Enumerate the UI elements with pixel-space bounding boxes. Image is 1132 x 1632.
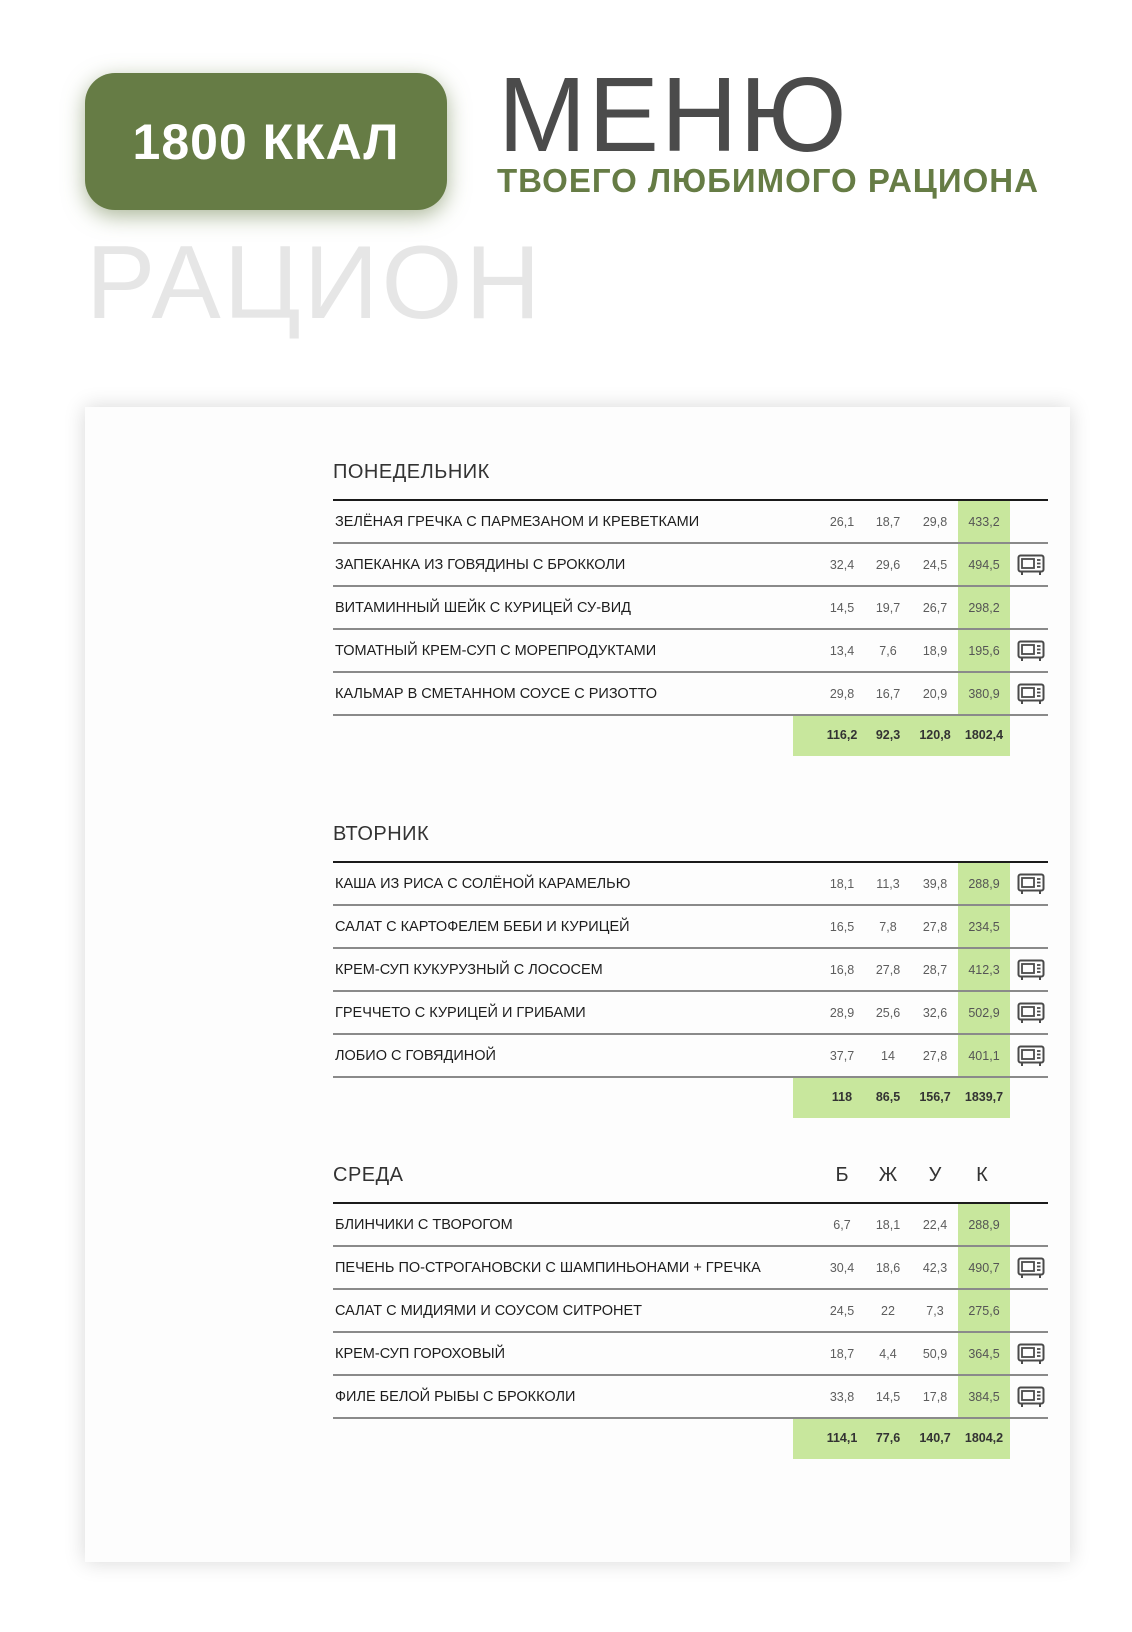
dish-name: ВИТАМИННЫЙ ШЕЙК С КУРИЦЕЙ СУ-ВИД [335,600,631,616]
microwave-icon [1017,1386,1045,1408]
microwave-icon [1017,873,1045,895]
total-fat: 77,6 [875,1431,901,1445]
fat-value: 18,1 [875,1218,901,1232]
calorie-badge-label: 1800 ККАЛ [132,113,400,170]
dish-name: ГРЕЧЧЕТО С КУРИЦЕЙ И ГРИБАМИ [335,1005,586,1021]
total-carbs: 156,7 [919,1090,951,1104]
kcal-value: 433,2 [968,515,1000,529]
microwave-icon [1017,1002,1045,1024]
protein-value: 24,5 [829,1304,855,1318]
kcal-value: 288,9 [968,1218,1000,1232]
microwave-icon [1017,959,1045,981]
protein-value: 26,1 [829,515,855,529]
protein-value: 14,5 [829,601,855,615]
total-fat: 92,3 [875,728,901,742]
table-row [333,501,1048,544]
table-row [333,630,1048,673]
kcal-cell [958,1333,1010,1374]
kcal-value: 401,1 [968,1049,1000,1063]
day-name: ВТОРНИК [333,823,430,845]
kcal-value: 380,9 [968,687,1000,701]
dish-name: КРЕМ-СУП КУКУРУЗНЫЙ С ЛОСОСЕМ [335,962,603,978]
table-row [333,673,1048,716]
kcal-cell [958,1290,1010,1331]
fat-value: 19,7 [875,601,901,615]
dish-name: ПЕЧЕНЬ ПО-СТРОГАНОВСКИ С ШАМПИНЬОНАМИ + ГРЕЧКА [335,1260,761,1276]
kcal-cell [958,992,1010,1033]
carbs-value: 42,3 [922,1261,948,1275]
table-row [333,587,1048,630]
protein-value: 16,8 [829,963,855,977]
kcal-cell [958,949,1010,990]
dish-name: КАША ИЗ РИСА С СОЛЁНОЙ КАРАМЕЛЬЮ [335,876,631,892]
carbs-value: 26,7 [922,601,948,615]
table-row [333,1247,1048,1290]
protein-value: 29,8 [829,687,855,701]
watermark-text: РАЦИОН [86,225,544,341]
carbs-value: 22,4 [922,1218,948,1232]
dish-name: ЛОБИО С ГОВЯДИНОЙ [335,1048,496,1064]
totals-row [333,1419,1048,1459]
calorie-badge [85,73,447,210]
fat-value: 18,7 [875,515,901,529]
table-row [333,1376,1048,1419]
day-name: ПОНЕДЕЛЬНИК [333,461,490,483]
dish-name: ЗЕЛЁНАЯ ГРЕЧКА С ПАРМЕЗАНОМ И КРЕВЕТКАМИ [335,514,700,530]
protein-value: 18,7 [829,1347,855,1361]
dish-name: САЛАТ С МИДИЯМИ И СОУСОМ СИТРОНЕТ [335,1303,643,1319]
fat-value: 22 [881,1304,895,1318]
kcal-cell [958,863,1010,904]
totals-row [333,716,1048,756]
total-carbs: 120,8 [919,728,951,742]
table-row [333,544,1048,587]
protein-value: 30,4 [829,1261,855,1275]
day-section [333,1128,1048,1459]
dish-name: САЛАТ С КАРТОФЕЛЕМ БЕБИ И КУРИЦЕЙ [335,919,630,935]
total-protein: 116,2 [826,728,858,742]
total-kcal: 1804,2 [964,1431,1004,1445]
kcal-cell [958,1035,1010,1076]
microwave-icon [1017,1257,1045,1279]
fat-value: 14,5 [875,1390,901,1404]
kcal-value: 234,5 [968,920,1000,934]
table-row [333,1204,1048,1247]
protein-value: 32,4 [829,558,855,572]
dish-name: КАЛЬМАР В СМЕТАННОМ СОУСЕ С РИЗОТТО [335,686,658,702]
carbs-value: 18,9 [922,644,948,658]
kcal-cell [958,1376,1010,1417]
microwave-icon [1017,640,1045,662]
column-header-carbs: У [928,1164,942,1186]
kcal-value: 494,5 [968,558,1000,572]
total-protein: 114,1 [826,1431,858,1445]
carbs-value: 39,8 [922,877,948,891]
fat-value: 4,4 [879,1347,897,1361]
fat-value: 29,6 [875,558,901,572]
kcal-value: 412,3 [968,963,1000,977]
kcal-value: 275,6 [968,1304,1000,1318]
kcal-cell [958,673,1010,714]
microwave-icon [1017,1045,1045,1067]
day-header [333,425,1048,499]
fat-value: 7,6 [879,644,897,658]
day-section [333,787,1048,1118]
kcal-cell [958,630,1010,671]
totals-row [333,1078,1048,1118]
carbs-value: 29,8 [922,515,948,529]
kcal-cell [958,906,1010,947]
page-title: МЕНЮ [498,56,849,174]
kcal-cell [958,501,1010,542]
protein-value: 16,5 [829,920,855,934]
column-header-protein: Б [835,1164,849,1186]
carbs-value: 7,3 [926,1304,944,1318]
total-fat: 86,5 [875,1090,901,1104]
table-row [333,1290,1048,1333]
kcal-value: 502,9 [968,1006,1000,1020]
microwave-icon [1017,683,1045,705]
kcal-cell [958,1204,1010,1245]
column-header-kcal: К [976,1164,988,1186]
carbs-value: 20,9 [922,687,948,701]
protein-value: 13,4 [829,644,855,658]
fat-value: 25,6 [875,1006,901,1020]
fat-value: 27,8 [875,963,901,977]
total-carbs: 140,7 [919,1431,951,1445]
carbs-value: 24,5 [922,558,948,572]
dish-name: БЛИНЧИКИ С ТВОРОГОМ [335,1217,513,1233]
table-row [333,906,1048,949]
protein-value: 37,7 [829,1049,855,1063]
microwave-icon [1017,1343,1045,1365]
kcal-value: 195,6 [968,644,1000,658]
protein-value: 33,8 [829,1390,855,1404]
dish-name: ФИЛЕ БЕЛОЙ РЫБЫ С БРОККОЛИ [335,1389,576,1405]
day-header [333,787,1048,861]
table-row [333,992,1048,1035]
menu-card [85,407,1070,1562]
carbs-value: 27,8 [922,1049,948,1063]
total-kcal: 1839,7 [964,1090,1004,1104]
fat-value: 14 [881,1049,895,1063]
carbs-value: 17,8 [922,1390,948,1404]
fat-value: 16,7 [875,687,901,701]
fat-value: 11,3 [876,877,900,891]
microwave-icon [1017,554,1045,576]
kcal-value: 490,7 [968,1261,1000,1275]
kcal-cell [958,1247,1010,1288]
kcal-value: 298,2 [968,601,1000,615]
protein-value: 28,9 [829,1006,855,1020]
page-subtitle: ТВОЕГО ЛЮБИМОГО РАЦИОНА [497,162,1039,199]
day-name: СРЕДА [333,1164,404,1186]
total-protein: 118 [831,1090,853,1104]
table-row [333,863,1048,906]
kcal-cell [958,587,1010,628]
dish-name: ЗАПЕКАНКА ИЗ ГОВЯДИНЫ С БРОККОЛИ [335,557,626,573]
kcal-value: 384,5 [968,1390,1000,1404]
table-row [333,1333,1048,1376]
kcal-cell [958,544,1010,585]
total-kcal: 1802,4 [964,728,1004,742]
table-row [333,949,1048,992]
kcal-value: 364,5 [968,1347,1000,1361]
day-section [333,425,1048,756]
day-header [333,1128,1048,1202]
carbs-value: 27,8 [922,920,948,934]
dish-name: КРЕМ-СУП ГОРОХОВЫЙ [335,1346,506,1362]
carbs-value: 32,6 [922,1006,948,1020]
table-row [333,1035,1048,1078]
column-header-fat: Ж [878,1164,898,1186]
protein-value: 18,1 [829,877,855,891]
dish-name: ТОМАТНЫЙ КРЕМ-СУП С МОРЕПРОДУКТАМИ [335,643,657,659]
protein-value: 6,7 [833,1218,851,1232]
kcal-value: 288,9 [968,877,1000,891]
fat-value: 7,8 [879,920,897,934]
carbs-value: 28,7 [922,963,948,977]
carbs-value: 50,9 [922,1347,948,1361]
fat-value: 18,6 [875,1261,901,1275]
